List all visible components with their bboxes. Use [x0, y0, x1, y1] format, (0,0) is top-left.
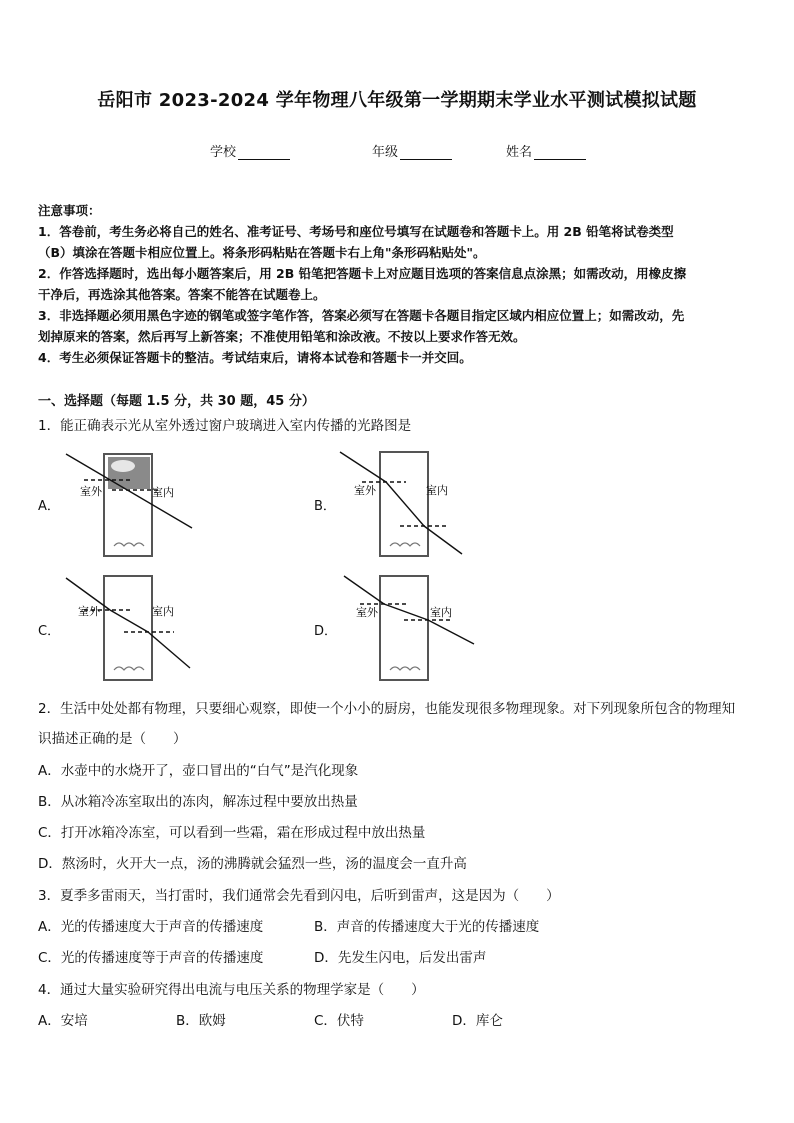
q1-diagram-d — [334, 572, 479, 684]
name-label: 姓名 — [506, 145, 533, 160]
q4-option-c: C．伏特 — [314, 1013, 364, 1029]
q2-option-b: B．从冰箱冷冻室取出的冻肉，解冻过程中要放出热量 — [38, 794, 358, 810]
question-2-stem: 2．生活中处处都有物理，只要细心观察，即使一个小小的厨房，也能发现很多物理现象。对下列现象所包含的物理知 — [38, 701, 736, 717]
q3-option-c: C．光的传播速度等于声音的传播速度 — [38, 950, 264, 966]
q4-option-a: A．安培 — [38, 1013, 88, 1029]
indoor-label: 室内 — [426, 484, 448, 497]
q1-diagram-a — [60, 448, 200, 563]
question-1-stem: 1．能正确表示光从室外透过窗户玻璃进入室内传播的光路图是 — [38, 418, 412, 434]
q3-option-a: A．光的传播速度大于声音的传播速度 — [38, 919, 264, 935]
q3-option-d: D．先发生闪电，后发出雷声 — [314, 950, 487, 966]
question-4-stem: 4．通过大量实验研究得出电流与电压关系的物理学家是（ ） — [38, 982, 425, 998]
q4-option-d: D．库仑 — [452, 1013, 503, 1029]
school-field — [210, 141, 290, 160]
outdoor-label: 室外 — [78, 605, 100, 618]
section-heading: 一、选择题（每题 1.5 分，共 30 题，45 分） — [38, 394, 315, 409]
outdoor-label: 室外 — [354, 484, 376, 497]
note-line: （B）填涂在答题卡相应位置上。将条形码粘贴在答题卡右上角"条形码粘贴处"。 — [38, 245, 486, 260]
school-blank — [238, 146, 290, 160]
grade-field — [372, 141, 452, 160]
note-line: 干净后，再选涂其他答案。答案不能答在试题卷上。 — [38, 287, 326, 302]
q4-option-b: B．欧姆 — [176, 1013, 226, 1029]
note-line: 1．答卷前，考生务必将自己的姓名、准考证号、考场号和座位号填写在试题卷和答题卡上。用 2B 铅笔将试卷类型 — [38, 224, 674, 239]
q1-option-c-label: C． — [38, 624, 61, 639]
outdoor-label: 室外 — [356, 606, 378, 619]
grade-blank — [400, 146, 452, 160]
q1-diagram-c — [60, 572, 200, 684]
q2-option-a: A．水壶中的水烧开了，壶口冒出的“白气”是汽化现象 — [38, 763, 359, 779]
outdoor-label: 室外 — [80, 485, 102, 498]
q1-option-b-label: B． — [314, 499, 336, 514]
q3-option-b: B．声音的传播速度大于光的传播速度 — [314, 919, 540, 935]
note-line: 4．考生必须保证答题卡的整洁。考试结束后，请将本试卷和答题卡一并交回。 — [38, 350, 472, 365]
question-3-stem: 3．夏季多雷雨天，当打雷时，我们通常会先看到闪电，后听到雷声，这是因为（ ） — [38, 888, 560, 904]
q1-option-a-label: A． — [38, 499, 60, 514]
name-field — [506, 141, 586, 160]
indoor-label: 室内 — [430, 606, 452, 619]
indoor-label: 室内 — [152, 486, 174, 499]
question-2-stem-cont: 识描述正确的是（ ） — [38, 731, 187, 747]
school-label: 学校 — [210, 145, 237, 160]
notes-heading: 注意事项： — [38, 203, 101, 218]
indoor-label: 室内 — [152, 605, 174, 618]
q2-option-d: D．熬汤时，火开大一点，汤的沸腾就会猛烈一些，汤的温度会一直升高 — [38, 856, 467, 872]
name-blank — [534, 146, 586, 160]
note-line: 2．作答选择题时，选出每小题答案后，用 2B 铅笔把答题卡上对应题目选项的答案信息点涂黑；如需改动，用橡皮擦 — [38, 266, 687, 281]
page-title: 岳阳市 2023-2024 学年物理八年级第一学期期末学业水平测试模拟试题 — [97, 90, 697, 111]
q1-diagram-b — [334, 448, 474, 563]
q2-option-c: C．打开冰箱冷冻室，可以看到一些霜，霜在形成过程中放出热量 — [38, 825, 426, 841]
note-line: 3．非选择题必须用黑色字迹的钢笔或签字笔作答，答案必须写在答题卡各题目指定区域内相应位置上；如需改动，先 — [38, 308, 685, 323]
note-line: 划掉原来的答案，然后再写上新答案；不准使用铅笔和涂改液。不按以上要求作答无效。 — [38, 329, 526, 344]
q1-option-d-label: D． — [314, 624, 338, 639]
grade-label: 年级 — [372, 145, 399, 160]
